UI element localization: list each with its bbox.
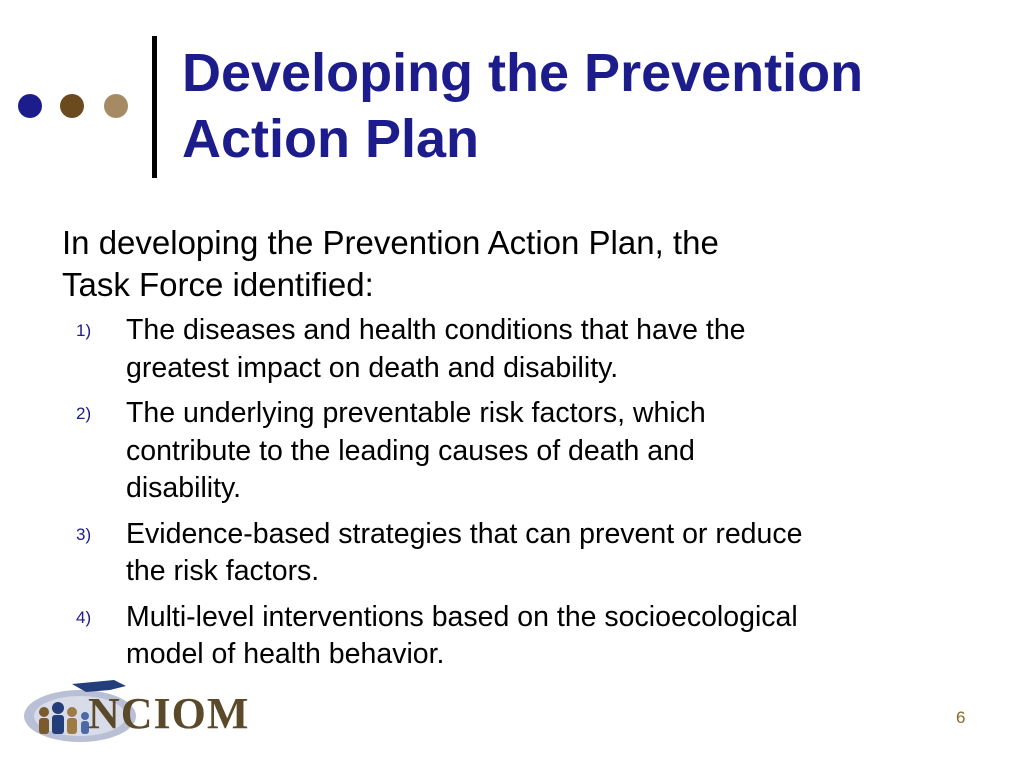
list-item-line: Multi-level interventions based on the socioecological — [126, 600, 798, 633]
logo-text: NCIOM — [88, 689, 250, 738]
list-item-line: disability. — [126, 472, 242, 504]
list-item-line: The underlying preventable risk factors, which — [126, 397, 706, 429]
list-item — [0, 516, 1024, 591]
list-item-text — [126, 395, 966, 508]
intro-line-1: In developing the Prevention Action Plan, the — [62, 224, 719, 261]
list-item-line: contribute to the leading causes of death and — [126, 434, 695, 467]
list-item-line: Evidence-based strategies that can prevent or reduce — [126, 517, 803, 550]
title-line-2: Action Plan — [182, 109, 480, 169]
list-item-text — [126, 312, 966, 387]
decorative-dots — [18, 94, 138, 120]
list-item-line: model of health behavior. — [126, 638, 445, 670]
page-number: 6 — [956, 708, 966, 727]
list-item-line: The diseases and health conditions that have the — [126, 314, 746, 346]
intro-line-2: Task Force identified: — [62, 266, 374, 303]
blue-dot-icon — [18, 94, 42, 118]
tan-dot-icon — [104, 94, 128, 118]
list-item-text — [126, 516, 966, 591]
brown-dot-icon — [60, 94, 84, 118]
list-item — [0, 395, 1024, 508]
list-item-number: 4) — [76, 607, 92, 627]
list-item — [0, 312, 1024, 387]
intro-text — [62, 222, 962, 306]
list-item-line: greatest impact on death and disability. — [126, 351, 619, 384]
title-line-1: Developing the Prevention — [182, 43, 864, 103]
list-item — [0, 599, 1024, 674]
list-item-line: the risk factors. — [126, 555, 320, 587]
findings-list — [0, 312, 1024, 682]
list-item-number: 1) — [76, 321, 92, 340]
slide-title — [182, 40, 1002, 172]
title-divider — [152, 36, 157, 178]
list-item-text — [126, 599, 966, 674]
list-item-number: 3) — [76, 524, 92, 544]
nciom-logo — [22, 676, 250, 746]
list-item-number: 2) — [76, 404, 92, 423]
